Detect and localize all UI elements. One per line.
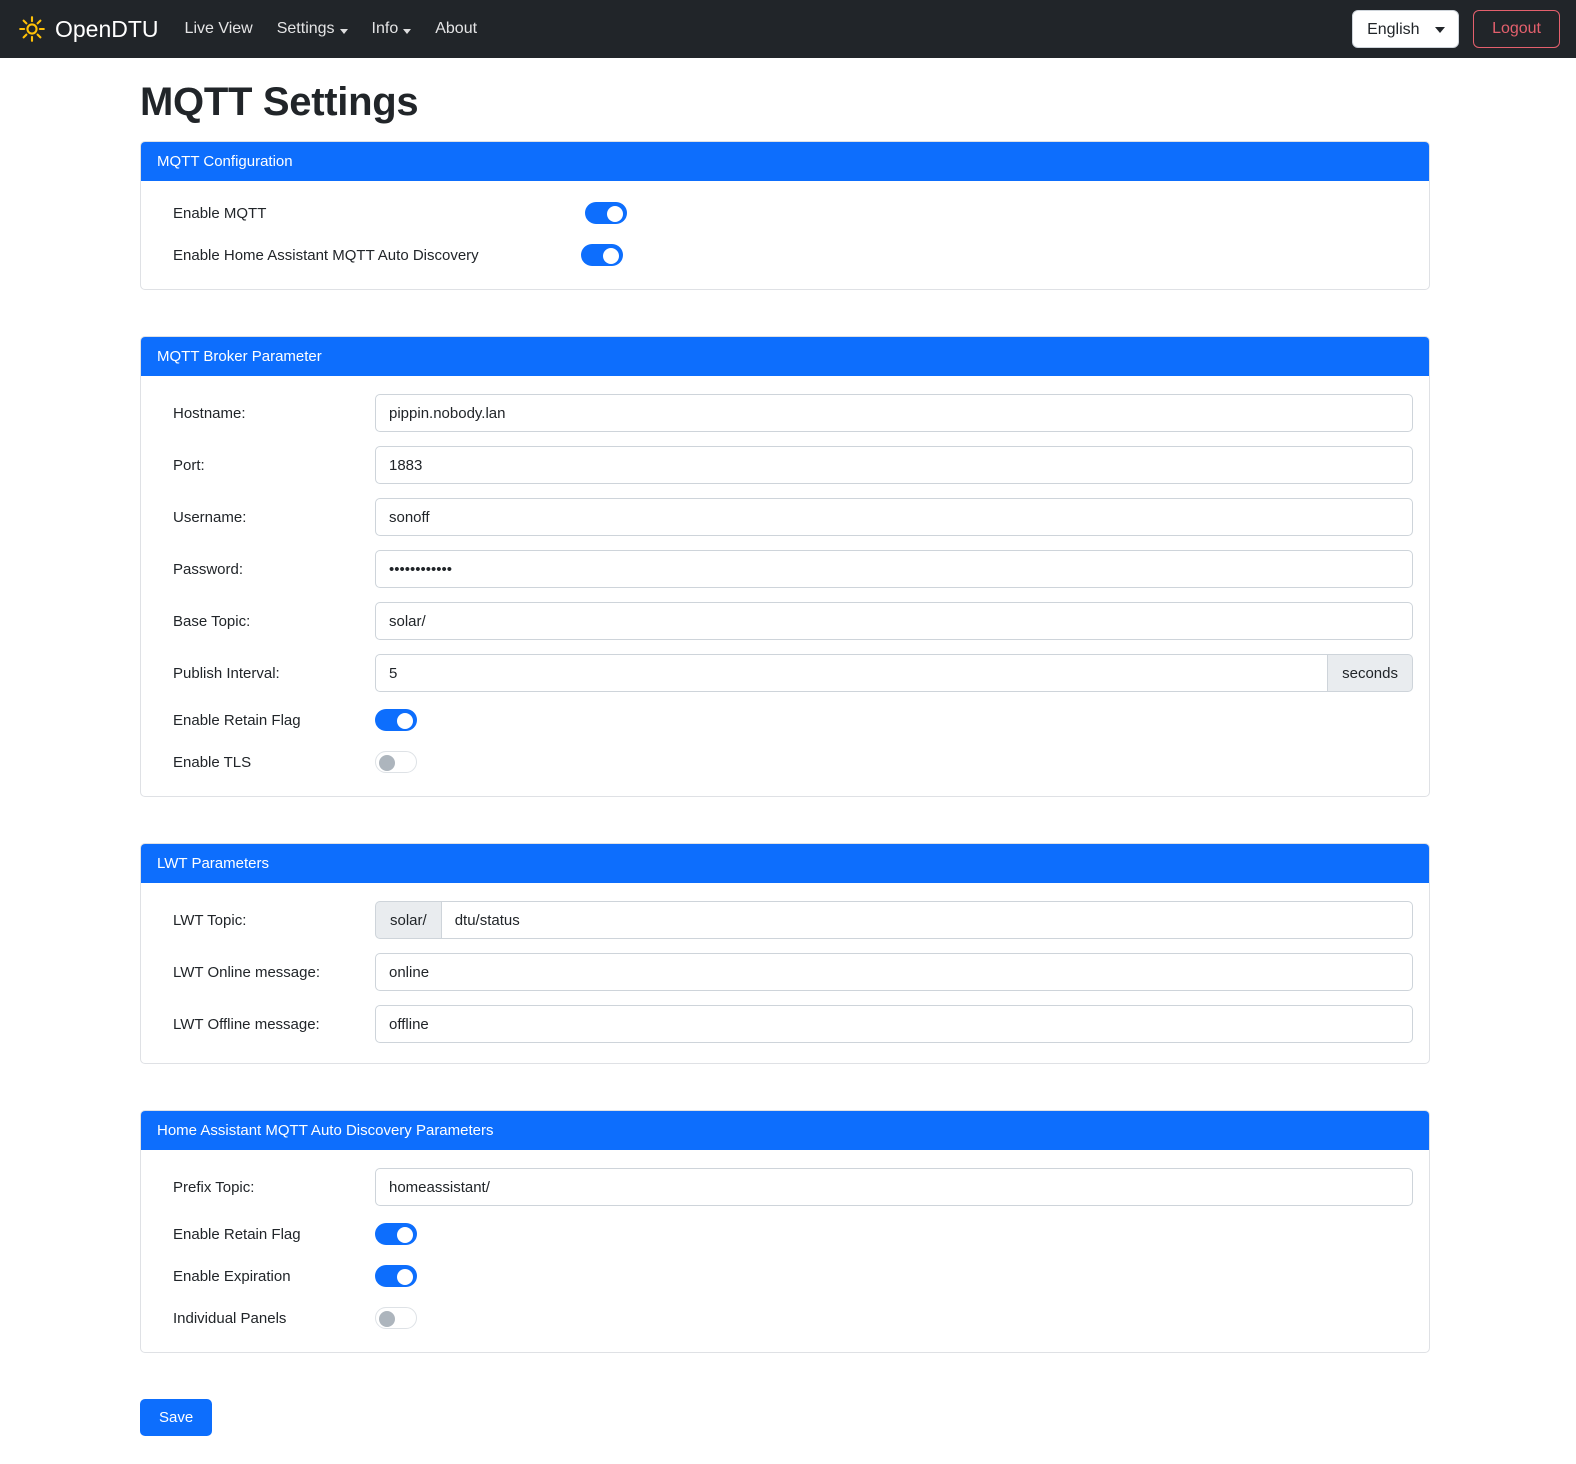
toggle-knob	[607, 206, 623, 222]
nav-item-settings[interactable]	[265, 12, 360, 46]
card-header-lwt-parameters: LWT Parameters	[141, 844, 1429, 883]
toggle-enable-tls[interactable]	[375, 751, 417, 773]
card-header-mqtt-configuration: MQTT Configuration	[141, 142, 1429, 181]
page-title: MQTT Settings	[140, 80, 419, 124]
toggle-knob	[397, 713, 413, 729]
nav-item-live-view-label: Live View	[184, 20, 253, 37]
field-hostname	[375, 394, 1413, 432]
label-enable-hass-discovery: Enable Home Assistant MQTT Auto Discovery	[173, 246, 479, 264]
nav-item-info-label: Info	[371, 20, 399, 37]
label-port: Port:	[173, 456, 205, 474]
label-enable-retain-flag-broker: Enable Retain Flag	[173, 711, 301, 729]
nav-item-settings-label: Settings	[276, 20, 335, 37]
hostname-input[interactable]	[375, 394, 1413, 432]
row-enable-retain-flag-broker	[157, 706, 1413, 734]
password-input[interactable]	[375, 550, 1413, 588]
card-header-broker-parameter: MQTT Broker Parameter	[141, 337, 1429, 376]
card-broker-parameter	[140, 336, 1430, 797]
row-base-topic	[157, 602, 1413, 640]
field-lwt-offline-message	[375, 1005, 1413, 1043]
language-select[interactable]	[1352, 10, 1459, 48]
row-username	[157, 498, 1413, 536]
lwt-online-message-input[interactable]	[375, 953, 1413, 991]
field-username	[375, 498, 1413, 536]
prefix-topic-input[interactable]	[375, 1168, 1413, 1206]
toggle-hass-expiration[interactable]	[375, 1265, 417, 1287]
row-hass-expiration	[157, 1262, 1413, 1290]
logout-button[interactable]: Logout	[1473, 10, 1560, 48]
publish-interval-unit: seconds	[1328, 654, 1413, 692]
row-port	[157, 446, 1413, 484]
field-lwt-topic	[375, 901, 1413, 939]
save-button[interactable]: Save	[140, 1399, 212, 1436]
toggle-individual-panels[interactable]	[375, 1307, 417, 1329]
row-enable-mqtt	[157, 199, 1413, 227]
chevron-down-icon	[340, 29, 348, 34]
language-select-wrap	[1352, 10, 1459, 48]
row-password	[157, 550, 1413, 588]
toggle-knob	[397, 1269, 413, 1285]
label-username: Username:	[173, 508, 247, 526]
card-body-hass-parameters	[141, 1150, 1429, 1352]
card-lwt-parameters	[140, 843, 1430, 1064]
row-hass-retain-flag	[157, 1220, 1413, 1248]
row-lwt-offline-message	[157, 1005, 1413, 1043]
label-base-topic: Base Topic:	[173, 612, 251, 630]
username-input[interactable]	[375, 498, 1413, 536]
field-port	[375, 446, 1413, 484]
field-base-topic	[375, 602, 1413, 640]
label-lwt-topic: LWT Topic:	[173, 911, 247, 929]
toggle-knob	[397, 1227, 413, 1243]
navbar-right	[1352, 10, 1560, 48]
card-mqtt-configuration	[140, 141, 1430, 290]
toggle-knob	[379, 1311, 395, 1327]
page-content	[0, 80, 1576, 1464]
card-hass-parameters	[140, 1110, 1430, 1353]
port-input[interactable]	[375, 446, 1413, 484]
toggle-knob	[379, 755, 395, 771]
sun-icon	[18, 15, 46, 43]
card-header-hass-parameters: Home Assistant MQTT Auto Discovery Parameters	[141, 1111, 1429, 1150]
row-publish-interval	[157, 654, 1413, 692]
label-lwt-offline-message: LWT Offline message:	[173, 1015, 320, 1033]
nav-item-info[interactable]	[360, 12, 424, 46]
label-hostname: Hostname:	[173, 404, 246, 422]
publish-interval-input[interactable]	[375, 654, 1328, 692]
row-hostname	[157, 394, 1413, 432]
toggle-enable-mqtt[interactable]	[585, 202, 627, 224]
card-body-mqtt-configuration	[141, 181, 1429, 289]
base-topic-input[interactable]	[375, 602, 1413, 640]
field-prefix-topic	[375, 1168, 1413, 1206]
field-publish-interval	[375, 654, 1413, 692]
label-enable-mqtt: Enable MQTT	[173, 204, 267, 222]
nav-item-about[interactable]	[423, 12, 489, 46]
row-lwt-topic	[157, 901, 1413, 939]
label-prefix-topic: Prefix Topic:	[173, 1178, 255, 1196]
nav-item-live-view[interactable]	[173, 12, 265, 46]
label-hass-retain-flag: Enable Retain Flag	[173, 1225, 301, 1243]
field-password	[375, 550, 1413, 588]
brand-label: OpenDTU	[55, 15, 159, 42]
label-password: Password:	[173, 560, 244, 578]
lwt-topic-prefix: solar/	[375, 901, 441, 939]
card-body-broker-parameter	[141, 376, 1429, 796]
chevron-down-icon	[403, 29, 411, 34]
label-hass-expiration: Enable Expiration	[173, 1267, 291, 1285]
nav-links	[173, 12, 490, 46]
field-lwt-online-message	[375, 953, 1413, 991]
lwt-topic-input[interactable]	[441, 901, 1413, 939]
brand-logo[interactable]	[18, 15, 159, 43]
label-enable-tls: Enable TLS	[173, 753, 252, 771]
toggle-enable-hass-discovery[interactable]	[581, 244, 623, 266]
row-individual-panels	[157, 1304, 1413, 1332]
row-prefix-topic	[157, 1168, 1413, 1206]
toggle-hass-retain-flag[interactable]	[375, 1223, 417, 1245]
top-navbar	[0, 0, 1576, 58]
row-lwt-online-message	[157, 953, 1413, 991]
nav-item-about-label: About	[435, 20, 478, 37]
toggle-enable-retain-flag-broker[interactable]	[375, 709, 417, 731]
row-enable-hass-discovery	[157, 241, 1413, 269]
label-lwt-online-message: LWT Online message:	[173, 963, 321, 981]
lwt-offline-message-input[interactable]	[375, 1005, 1413, 1043]
label-individual-panels: Individual Panels	[173, 1309, 287, 1327]
card-body-lwt-parameters	[141, 883, 1429, 1063]
row-enable-tls	[157, 748, 1413, 776]
label-publish-interval: Publish Interval:	[173, 664, 280, 682]
toggle-knob	[603, 248, 619, 264]
